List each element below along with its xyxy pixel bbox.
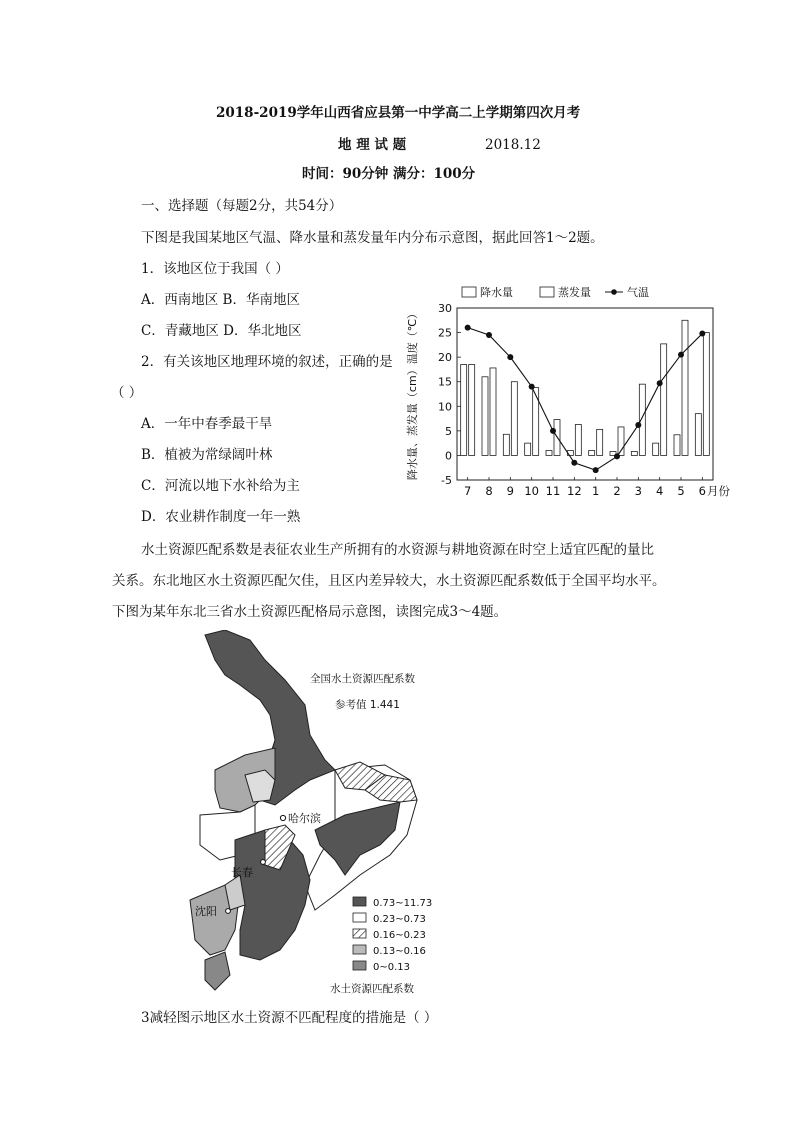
harbin-marker bbox=[280, 815, 285, 820]
q1-options-ab: A．西南地区 B．华南地区 bbox=[141, 292, 300, 308]
legend-swatch-2 bbox=[353, 913, 366, 922]
temp-point bbox=[465, 325, 471, 331]
temp-point bbox=[657, 380, 663, 386]
q2-option-d: D．农业耕作制度一年一熟 bbox=[141, 509, 301, 525]
exam-date: 2018.12 bbox=[485, 137, 541, 153]
y-tick-label: 15 bbox=[438, 375, 452, 389]
temp-point bbox=[614, 453, 620, 459]
bar-evap bbox=[639, 384, 645, 455]
y-axis-label: 降水量、蒸发量（cm）温度（℃） bbox=[406, 307, 419, 481]
paragraph-line-2: 关系。东北地区水土资源匹配欠佳，且区内差异较大，水土资源匹配系数低于全国平均水平。 bbox=[112, 573, 666, 589]
bar-evap bbox=[661, 344, 667, 456]
x-tick-label: 1 bbox=[592, 484, 600, 498]
q3-stem: 3减轻图示地区水土资源不匹配程度的措施是（ ） bbox=[141, 1010, 438, 1026]
y-tick-label: 10 bbox=[438, 400, 452, 414]
temp-point bbox=[486, 332, 492, 338]
x-tick-label: 8 bbox=[485, 484, 493, 498]
temp-point bbox=[593, 467, 599, 473]
map-caption-line-1: 全国水土资源匹配系数 bbox=[310, 673, 415, 685]
bar-precip bbox=[631, 451, 637, 455]
legend-label-1: 0.73~11.73 bbox=[373, 898, 433, 909]
legend-label-temp: 气温 bbox=[627, 286, 649, 299]
x-tick-label: 11 bbox=[545, 484, 561, 498]
section-heading: 一、选择题（每题2分，共54分） bbox=[141, 198, 343, 214]
y-tick-label: 20 bbox=[438, 351, 452, 365]
bar-precip bbox=[525, 443, 531, 455]
legend-label-2: 0.23~0.73 bbox=[373, 914, 426, 925]
legend-label-4: 0.13~0.16 bbox=[373, 946, 426, 957]
bar-evap bbox=[575, 424, 581, 455]
bar-precip bbox=[546, 451, 552, 456]
bar-evap bbox=[597, 429, 603, 455]
x-tick-label: 12 bbox=[567, 484, 582, 498]
intro-text: 下图是我国某地区气温、降水量和蒸发量年内分布示意图，据此回答1～2题。 bbox=[141, 230, 604, 246]
y-tick-label: 25 bbox=[438, 326, 452, 340]
q2-stem: 2．有关该地区地理环境的叙述，正确的是 bbox=[141, 354, 393, 370]
q1-options-cd: C．青藏地区 D．华北地区 bbox=[141, 323, 302, 339]
bar-precip bbox=[503, 434, 509, 455]
paragraph-line-3: 下图为某年东北三省水土资源匹配格局示意图，读图完成3～4题。 bbox=[112, 604, 508, 620]
x-tick-label: 9 bbox=[506, 484, 514, 498]
shenyang-label: 沈阳 bbox=[195, 905, 217, 918]
bar-precip bbox=[674, 435, 680, 456]
legend-swatch-precip bbox=[462, 287, 476, 297]
climate-chart bbox=[400, 282, 760, 522]
x-tick-label: 3 bbox=[634, 484, 642, 498]
temp-point bbox=[507, 354, 513, 360]
legend-marker-temp bbox=[611, 289, 617, 295]
q2-option-c: C．河流以地下水补给为主 bbox=[141, 478, 300, 494]
bar-precip bbox=[482, 377, 488, 456]
bar-precip bbox=[461, 365, 467, 456]
bar-precip bbox=[589, 451, 595, 456]
q2-option-a: A．一年中春季最干旱 bbox=[141, 416, 273, 432]
bar-evap bbox=[682, 320, 688, 455]
temp-point bbox=[550, 428, 556, 434]
q1-stem: 1．该地区位于我国（ ） bbox=[141, 261, 289, 277]
harbin-label: 哈尔滨 bbox=[288, 812, 321, 825]
map-caption-line-2: 参考值 1.441 bbox=[335, 699, 400, 711]
bar-evap bbox=[490, 368, 496, 455]
exam-subject: 地 理 试 题 bbox=[338, 137, 407, 153]
exam-title: 2018-2019学年山西省应县第一中学高二上学期第四次月考 bbox=[216, 105, 581, 121]
map-region-dark-gray-sw bbox=[205, 952, 230, 990]
map-legend-title: 水土资源匹配系数 bbox=[330, 983, 414, 995]
x-tick-label: 10 bbox=[524, 484, 539, 498]
legend-label-evap: 蒸发量 bbox=[558, 286, 591, 299]
exam-time-info: 时间：90分钟 满分：100分 bbox=[302, 166, 476, 182]
legend-label-5: 0~0.13 bbox=[373, 962, 411, 973]
x-tick-label: 2 bbox=[613, 484, 621, 498]
bar-precip bbox=[653, 443, 659, 455]
bar-evap bbox=[469, 365, 475, 456]
temp-line bbox=[468, 328, 703, 471]
changchun-label: 长春 bbox=[231, 866, 253, 879]
temp-point bbox=[678, 352, 684, 358]
y-tick-label: 5 bbox=[445, 424, 452, 438]
legend-label-3: 0.16~0.23 bbox=[373, 930, 426, 941]
shenyang-marker bbox=[226, 909, 231, 914]
bar-precip bbox=[695, 414, 701, 456]
bar-evap bbox=[511, 382, 517, 456]
x-axis-unit: 月份 bbox=[707, 484, 730, 498]
legend-swatch-1 bbox=[353, 897, 366, 906]
temp-point bbox=[635, 422, 641, 428]
y-tick-label: -5 bbox=[441, 474, 452, 487]
water-land-map bbox=[185, 630, 485, 1000]
legend-label-precip: 降水量 bbox=[480, 286, 513, 299]
temp-point bbox=[699, 331, 705, 337]
legend-swatch-5 bbox=[353, 961, 366, 970]
legend-swatch-3 bbox=[353, 929, 366, 938]
q2-paren: （ ） bbox=[111, 385, 143, 401]
legend-swatch-4 bbox=[353, 945, 366, 954]
x-tick-label: 5 bbox=[677, 484, 685, 498]
paragraph-line-1: 水土资源匹配系数是表征农业生产所拥有的水资源与耕地资源在时空上适宜匹配的量比 bbox=[141, 542, 654, 558]
y-tick-label: 30 bbox=[438, 302, 452, 315]
changchun-marker bbox=[261, 860, 266, 865]
x-tick-label: 4 bbox=[656, 484, 664, 498]
x-tick-label: 6 bbox=[698, 484, 706, 498]
temp-point bbox=[571, 460, 577, 466]
x-tick-label: 7 bbox=[464, 484, 472, 498]
q2-option-b: B．植被为常绿阔叶林 bbox=[141, 447, 273, 463]
temp-point bbox=[529, 384, 535, 390]
legend-swatch-evap bbox=[540, 287, 554, 297]
bar-evap bbox=[703, 333, 709, 456]
y-tick-label: 0 bbox=[445, 449, 452, 463]
bar-evap bbox=[533, 388, 539, 456]
